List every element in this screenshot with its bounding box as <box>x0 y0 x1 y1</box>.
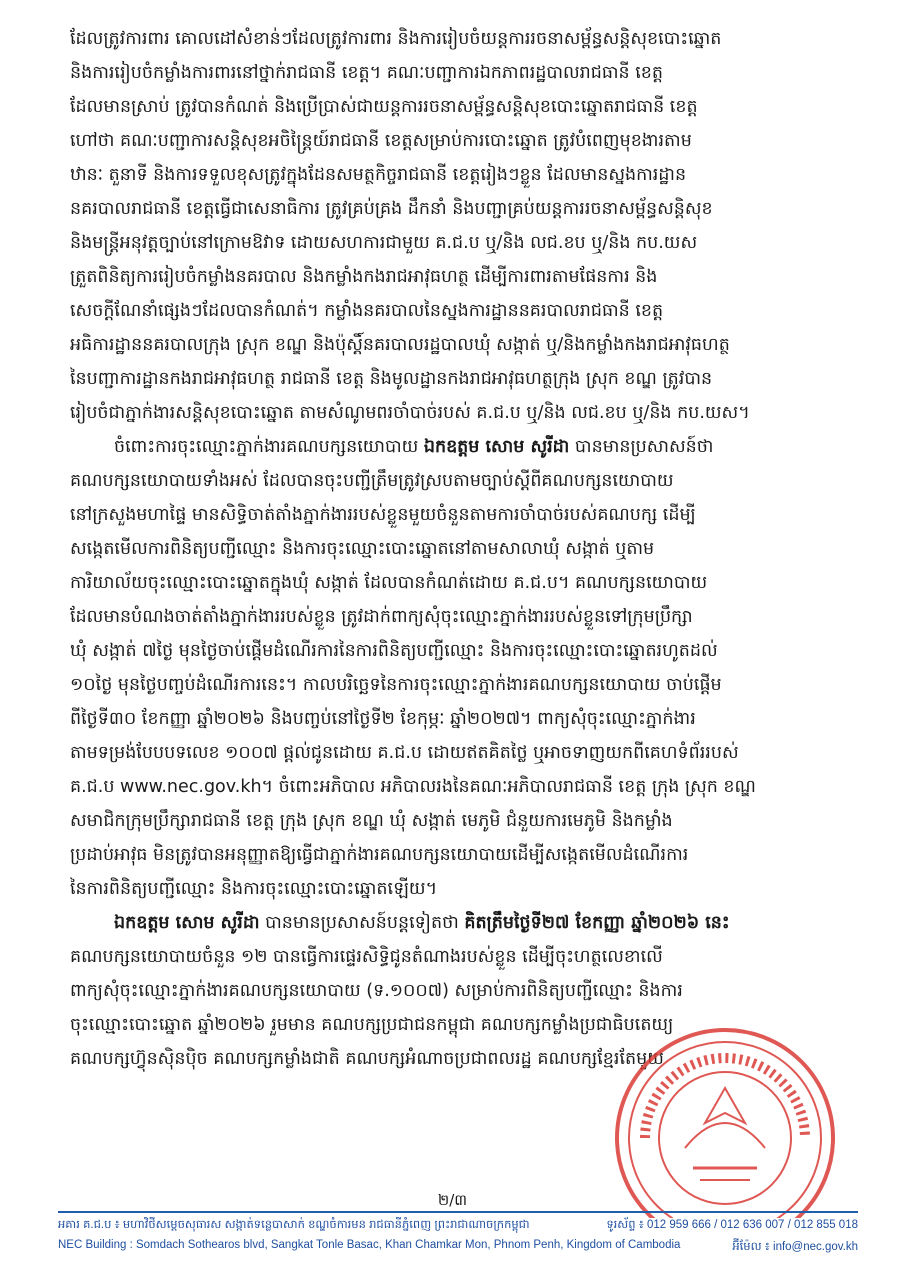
footer-address-en: NEC Building : Somdach Sothearos blvd, Sangkat Tonle Basac, Khan Chamkar Mon, Phnom Penh, Kingdom of Cambodia <box>58 1239 681 1251</box>
speaker-name: ឯកឧត្តម សោម សូរីដា <box>114 913 260 933</box>
text-line: នៅក្រសួងមហាផ្ទៃ មានសិទ្ធិចាត់តាំងភ្នាក់ងាររបស់ខ្លួនមួយចំនួនតាមការចាំបាច់របស់គណបក្ស ដើម្បី <box>70 505 696 525</box>
email-label: អ៊ីម៉ែល ៖ <box>732 1241 770 1253</box>
footer-email <box>732 1239 858 1256</box>
text-run: បានមានប្រសាសន៍បន្តទៀតថា <box>259 913 465 933</box>
document-body <box>70 22 848 1076</box>
text-line: តាមទម្រង់បែបបទលេខ ១០០៧ ផ្តល់ជូនដោយ គ.ជ.ប ដោយឥតគិតថ្លៃ ឬអាចទាញយកពីគេហទំព័ររបស់ <box>70 743 739 763</box>
text-line: ពីថ្ងៃទី៣០ ខែកញ្ញា ឆ្នាំ២០២៦ និងបញ្ចប់នៅថ្ងៃទី២ ខែកុម្ភៈ ឆ្នាំ២០២៧។ ពាក្យសុំចុះឈ្មោះភ្នាក់ងារ <box>70 709 696 729</box>
page-number: ២/៣ <box>437 1191 468 1209</box>
text-line: អធិការដ្ឋាននគរបាលក្រុង ស្រុក ខណ្ឌ និងប៉ុស្តិ៍នគរបាលរដ្ឋបាលឃុំ សង្កាត់ ឬ/និងកម្លាំងកងរាជអាវុធហត្ថ <box>70 335 730 355</box>
text-line: សេចក្តីណែនាំផ្សេងៗដែលបានកំណត់។ កម្លាំងនគរបាលនៃស្នងការដ្ឋាននគរបាលរាជធានី ខេត្ត <box>70 301 664 321</box>
footer-address-kh: អគារ គ.ជ.ប ៖ មហាវិថីសម្តេចសុធារស សង្កាត់ទន្លេបាសាក់ ខណ្ឌចំការមន រាជធានីភ្នំពេញ ព្រះរាជាណាចក្រកម្ពុជា <box>58 1219 530 1231</box>
text-line: សមាជិកក្រុមប្រឹក្សារាជធានី ខេត្ត ក្រុង ស្រុក ខណ្ឌ ឃុំ សង្កាត់ មេភូមិ ជំនួយការមេភូមិ និងកម្លាំង <box>70 811 673 831</box>
phone-numbers: 012 959 666 / 012 636 007 / 012 855 018 <box>646 1219 858 1231</box>
text-line: សង្កេតមើលការពិនិត្យបញ្ជីឈ្មោះ និងការចុះឈ្មោះបោះឆ្នោតនៅតាមសាលាឃុំ សង្កាត់ ឬតាម <box>70 539 655 559</box>
text-line: និងមន្ត្រីអនុវត្តច្បាប់នៅក្រោមឱវាទ ដោយសហការជាមួយ គ.ជ.ប ឬ/និង លជ.ខប ឬ/និង កប.យស <box>70 233 698 253</box>
text-line: នៃបញ្ជាការដ្ឋានកងរាជអាវុធហត្ថ រាជធានី ខេត្ត និងមូលដ្ឋានកងរាជអាវុធហត្ថក្រុង ស្រុក ខណ្ឌ ត្រូវបាន <box>70 369 713 389</box>
text-line: ចុះឈ្មោះបោះឆ្នោត ឆ្នាំ២០២៦ រួមមាន គណបក្សប្រជាជនកម្ពុជា គណបក្សកម្លាំងប្រជាធិបតេយ្យ <box>70 1015 674 1035</box>
text-run: ចំពោះការចុះឈ្មោះភ្នាក់ងារគណបក្សនយោបាយ <box>114 437 424 457</box>
date-highlight: គិតត្រឹមថ្ងៃទី២៧ ខែកញ្ញា ឆ្នាំ២០២៦ នេះ <box>464 913 730 933</box>
phone-label: ទូរស័ព្ទ ៖ <box>606 1219 644 1231</box>
text-line <box>70 430 848 464</box>
text-line: ការិយាល័យចុះឈ្មោះបោះឆ្នោតក្នុងឃុំ សង្កាត់ ដែលបានកំណត់ដោយ គ.ជ.ប។ គណបក្សនយោបាយ <box>70 573 708 593</box>
text-line: គណបក្សនយោបាយទាំងអស់ ដែលបានចុះបញ្ជីត្រឹមត្រូវស្របតាមច្បាប់ស្តីពីគណបក្សនយោបាយ <box>70 471 674 491</box>
text-line: ដែលត្រូវការពារ គោលដៅសំខាន់ៗដែលត្រូវការពារ និងការរៀបចំយន្តការរចនាសម្ព័ន្ធសន្តិសុខបោះឆ្នោត <box>70 29 722 49</box>
footer-divider <box>58 1211 858 1213</box>
text-line: ដែលមានបំណងចាត់តាំងភ្នាក់ងាររបស់ខ្លួន ត្រូវដាក់ពាក្យសុំចុះឈ្មោះភ្នាក់ងាររបស់ខ្លួនទៅក្រុមប្រឹក្សា <box>70 607 693 627</box>
email-address[interactable]: info@nec.gov.kh <box>773 1241 858 1253</box>
text-line: នៃការពិនិត្យបញ្ជីឈ្មោះ និងការចុះឈ្មោះបោះឆ្នោតឡើយ។ <box>70 879 438 899</box>
text-line: ត្រួតពិនិត្យការរៀបចំកម្លាំងនគរបាល និងកម្លាំងកងរាជអាវុធហត្ថ ដើម្បីការពារតាមផែនការ និង <box>70 267 658 287</box>
paragraph-party-agents <box>70 430 848 906</box>
text-line: រៀបចំជាភ្នាក់ងារសន្តិសុខបោះឆ្នោត តាមសំណូមពរចាំបាច់របស់ គ.ជ.ប ឬ/និង លជ.ខប ឬ/និង កប.យស។ <box>70 403 750 423</box>
paragraph-party-count <box>70 906 848 1076</box>
text-line: ប្រដាប់អាវុធ មិនត្រូវបានអនុញ្ញាតឱ្យធ្វើជាភ្នាក់ងារគណបក្សនយោបាយដើម្បីសង្កេតមើលដំណើរការ <box>70 845 689 865</box>
text-line: គណបក្សហ៊្វុនស៊ិនប៉ិច គណបក្សកម្លាំងជាតិ គណបក្សអំណាចប្រជាពលរដ្ឋ គណបក្សខ្មែរតែមួយ <box>70 1049 664 1069</box>
text-line: ១០ថ្ងៃ មុនថ្ងៃបញ្ចប់ដំណើរការនេះ។ កាលបរិច្ឆេទនៃការចុះឈ្មោះភ្នាក់ងារគណបក្សនយោបាយ ចាប់ផ្តើម <box>70 675 722 695</box>
speaker-name: ឯកឧត្តម សោម សូរីដា <box>423 437 570 457</box>
text-line: ឃុំ សង្កាត់ ៧ថ្ងៃ មុនថ្ងៃចាប់ផ្តើមដំណើរការនៃការពិនិត្យបញ្ជីឈ្មោះ និងការចុះឈ្មោះបោះឆ្នោតរហូតដល់ <box>70 641 718 661</box>
text-line: និងការរៀបចំកម្លាំងការពារនៅថ្នាក់រាជធានី ខេត្ត។ គណៈបញ្ជាការឯកភាពរដ្ឋបាលរាជធានី ខេត្ត <box>70 63 664 83</box>
text-line: គ.ជ.ប www.nec.gov.kh។ ចំពោះអភិបាល អភិបាលរងនៃគណៈអភិបាលរាជធានី ខេត្ត ក្រុង ស្រុក ខណ្ឌ <box>70 777 756 797</box>
text-line: ដែលមានស្រាប់ ត្រូវបានកំណត់ និងប្រើប្រាស់ជាយន្តការរចនាសម្ព័ន្ធសន្តិសុខបោះឆ្នោតរាជធានី ខេត្ត <box>70 97 698 117</box>
text-run: បានមានប្រសាសន៍ថា <box>569 437 714 457</box>
paragraph-security-mechanism <box>70 22 848 430</box>
text-line: នគរបាលរាជធានី ខេត្តធ្វើជាសេនាធិការ ត្រូវគ្រប់គ្រង ដឹកនាំ និងបញ្ជាគ្រប់យន្តការរចនាសម្ព័ន្ធសន្តិសុខ <box>70 199 713 219</box>
text-line: គណបក្សនយោបាយចំនួន ១២ បានធ្វើការផ្ទេរសិទ្ធិជូនតំណាងរបស់ខ្លួន ដើម្បីចុះហត្ថលេខាលើ <box>70 947 663 967</box>
text-line: ហៅថា គណៈបញ្ជាការសន្តិសុខអចិន្ត្រៃយ៍រាជធានី ខេត្តសម្រាប់ការបោះឆ្នោត ត្រូវបំពេញមុខងារតាម <box>70 131 692 151</box>
footer-phones <box>606 1217 858 1234</box>
text-line: ឋានៈ តួនាទី និងការទទួលខុសត្រូវក្នុងដែនសមត្ថកិច្ចរាជធានី ខេត្តរៀងៗខ្លួន ដែលមានស្នងការដ្ឋាន <box>70 165 687 185</box>
text-line <box>70 906 848 940</box>
text-line: ពាក្យសុំចុះឈ្មោះភ្នាក់ងារគណបក្សនយោបាយ (ទ.១០០៧) សម្រាប់ការពិនិត្យបញ្ជីឈ្មោះ និងការ <box>70 981 683 1001</box>
